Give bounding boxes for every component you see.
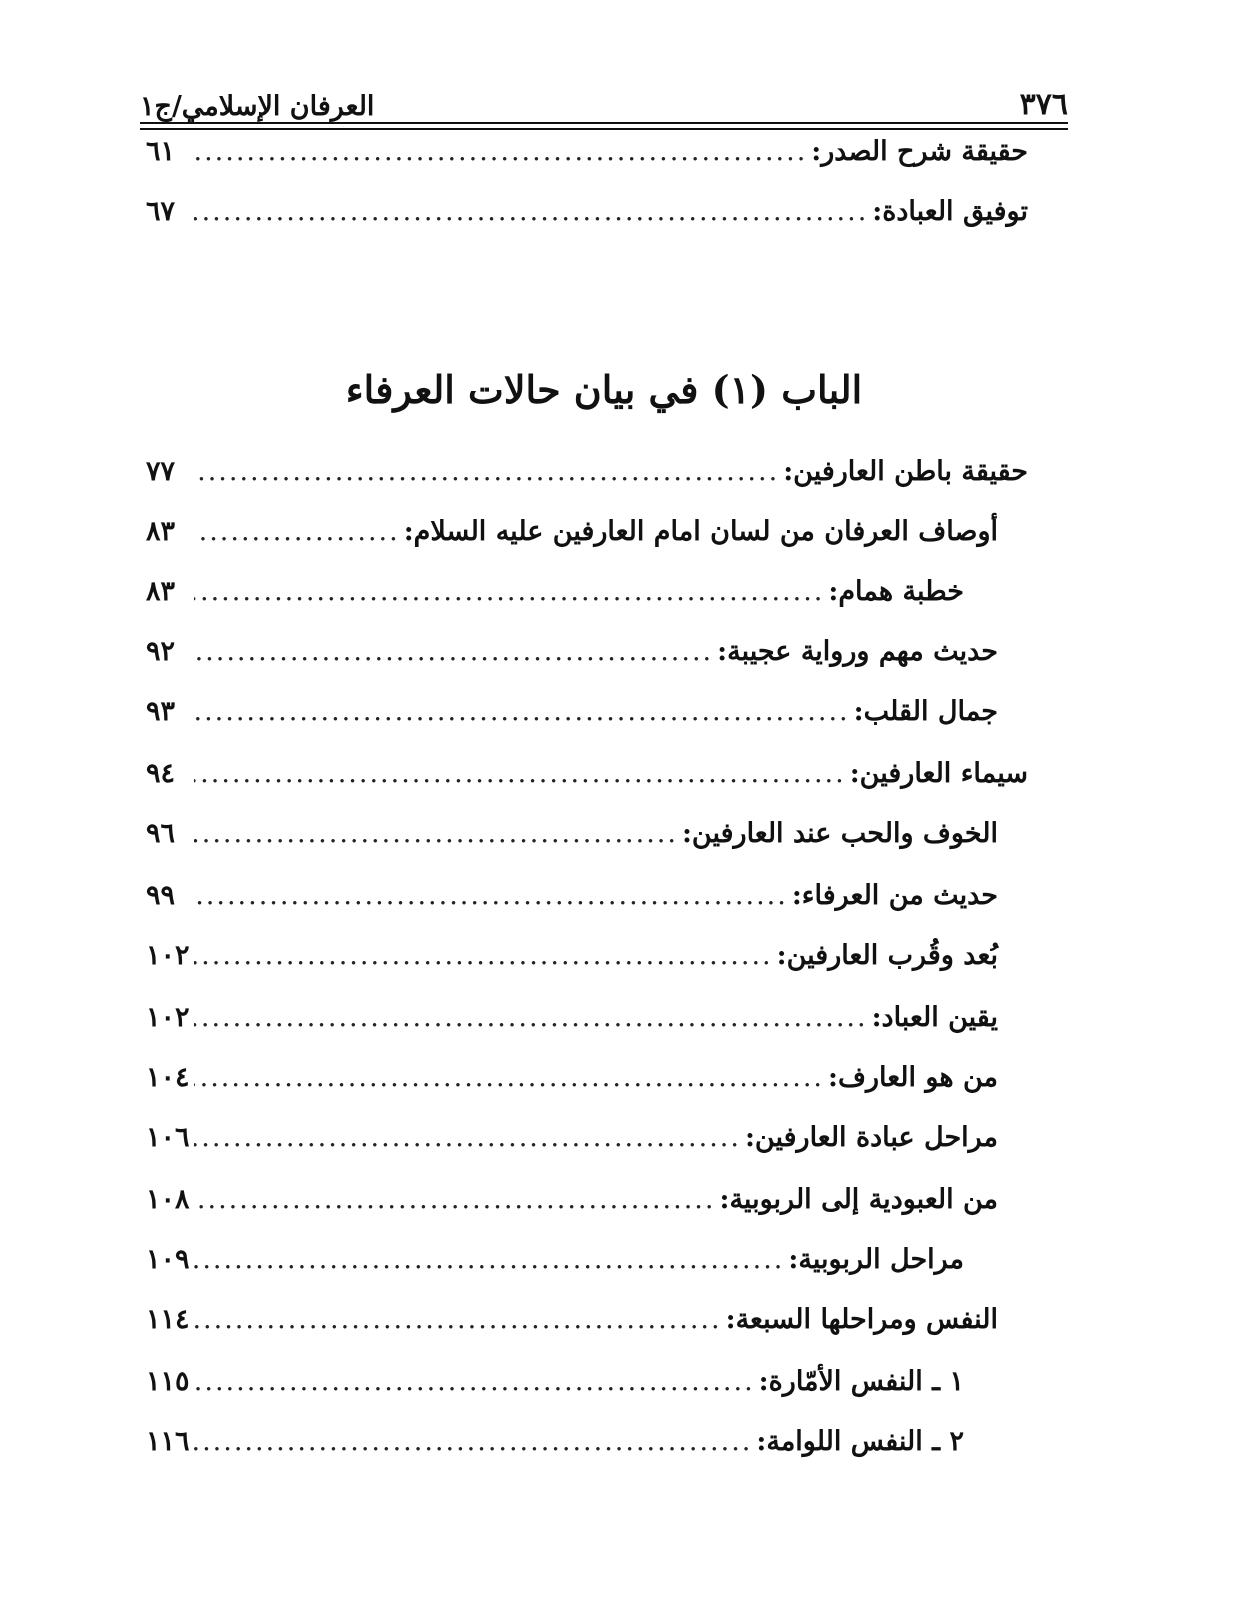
toc-entry-page: ٨٣ — [146, 576, 176, 607]
toc-entry — [146, 1300, 998, 1340]
toc-entry — [146, 512, 998, 552]
page-number: ٣٧٦ — [1019, 87, 1068, 122]
toc-entry — [146, 998, 998, 1038]
toc-entry — [146, 692, 998, 732]
toc-entry — [146, 1118, 998, 1158]
toc-entry-page: ٩٩ — [146, 880, 176, 911]
toc-entry-page: ١٠٤ — [146, 1062, 190, 1093]
toc-entry-title: حديث من العرفاء: — [791, 880, 998, 911]
toc-entry — [146, 572, 964, 612]
toc-entry-title: الخوف والحب عند العارفين: — [681, 818, 998, 849]
toc-entry — [146, 452, 1028, 492]
toc-entry-page: ٩٣ — [146, 696, 176, 727]
toc-entry — [146, 1180, 998, 1220]
leader-dots — [194, 754, 846, 794]
toc-entry-title: حقيقة باطن العارفين: — [783, 456, 1028, 487]
leader-dots — [194, 876, 788, 916]
leader-dots — [194, 452, 779, 492]
toc-entry-page: ٩٢ — [146, 636, 176, 667]
toc-entry — [146, 632, 998, 672]
toc-entry-title: توفيق العبادة: — [872, 196, 1028, 227]
leader-dots — [194, 572, 824, 612]
toc-entry-title: من العبودية إلى الربوبية: — [719, 1184, 998, 1215]
toc-entry-title: النفس ومراحلها السبعة: — [725, 1304, 998, 1335]
leader-dots — [194, 1118, 741, 1158]
toc-entry-page: ١٠٩ — [146, 1244, 190, 1275]
chapter-heading: الباب (١) في بيان حالات العرفاء — [345, 367, 863, 412]
toc-entry-title: سيماء العارفين: — [849, 758, 1028, 789]
leader-dots — [194, 1422, 752, 1462]
toc-entry-page: ١٠٢ — [146, 1002, 190, 1033]
toc-entry-page: ٦٧ — [146, 196, 176, 227]
toc-entry — [146, 1058, 998, 1098]
toc-entry — [146, 1422, 964, 1462]
leader-dots — [194, 1362, 755, 1402]
toc-entry — [146, 814, 998, 854]
toc-entry-page: ٨٣ — [146, 516, 176, 547]
toc-entry-title: أوصاف العرفان من لسان امام العارفين عليه السلام: — [403, 516, 998, 547]
leader-dots — [194, 1180, 715, 1220]
leader-dots — [194, 814, 678, 854]
toc-entry-page: ١١٥ — [146, 1366, 190, 1397]
toc-entry-page: ٩٦ — [146, 818, 176, 849]
toc-entry — [146, 1240, 964, 1280]
toc-entry-title: حقيقة شرح الصدر: — [811, 136, 1028, 167]
toc-entry-title: جمال القلب: — [853, 696, 998, 727]
toc-entry-title: ١ ـ النفس الأمّارة: — [758, 1366, 964, 1397]
running-title: العرفان الإسلامي/ج١ — [140, 91, 375, 122]
toc-entry-page: ١٠٦ — [146, 1122, 190, 1153]
toc-entry-page: ١٠٨ — [146, 1184, 190, 1215]
page-header — [140, 72, 1068, 120]
toc-entry-title: مراحل عبادة العارفين: — [744, 1122, 998, 1153]
toc-entry-page: ٩٤ — [146, 758, 176, 789]
toc-entry-title: حديث مهم ورواية عجيبة: — [717, 636, 998, 667]
leader-dots — [194, 192, 868, 232]
toc-entry-page: ٦١ — [146, 136, 176, 167]
toc-entry — [146, 754, 1028, 794]
leader-dots — [194, 692, 850, 732]
leader-dots — [194, 132, 807, 172]
leader-dots — [194, 1240, 784, 1280]
toc-entry-title: مراحل الربوبية: — [788, 1244, 964, 1275]
toc-entry-page: ١١٦ — [146, 1426, 190, 1457]
header-rule-top — [140, 122, 1068, 124]
toc-entry-title: من هو العارف: — [828, 1062, 998, 1093]
leader-dots — [194, 1058, 824, 1098]
toc-entry-title: يقين العباد: — [871, 1002, 998, 1033]
toc-entry — [146, 192, 1028, 232]
toc-entry — [146, 876, 998, 916]
leader-dots — [194, 1300, 722, 1340]
leader-dots — [194, 512, 400, 552]
toc-entry-title: خطبة همام: — [828, 576, 964, 607]
header-rule-bottom — [140, 128, 1068, 130]
leader-dots — [194, 998, 868, 1038]
toc-entry-title: بُعد وقُرب العارفين: — [776, 940, 998, 971]
leader-dots — [194, 936, 773, 976]
toc-entry — [146, 936, 998, 976]
toc-entry-page: ١١٤ — [146, 1304, 190, 1335]
leader-dots — [194, 632, 713, 672]
toc-entry — [146, 132, 1028, 172]
toc-entry-page: ٧٧ — [146, 456, 176, 487]
toc-entry-title: ٢ ـ النفس اللوامة: — [756, 1426, 964, 1457]
toc-entry — [146, 1362, 964, 1402]
toc-entry-page: ١٠٢ — [146, 940, 190, 971]
